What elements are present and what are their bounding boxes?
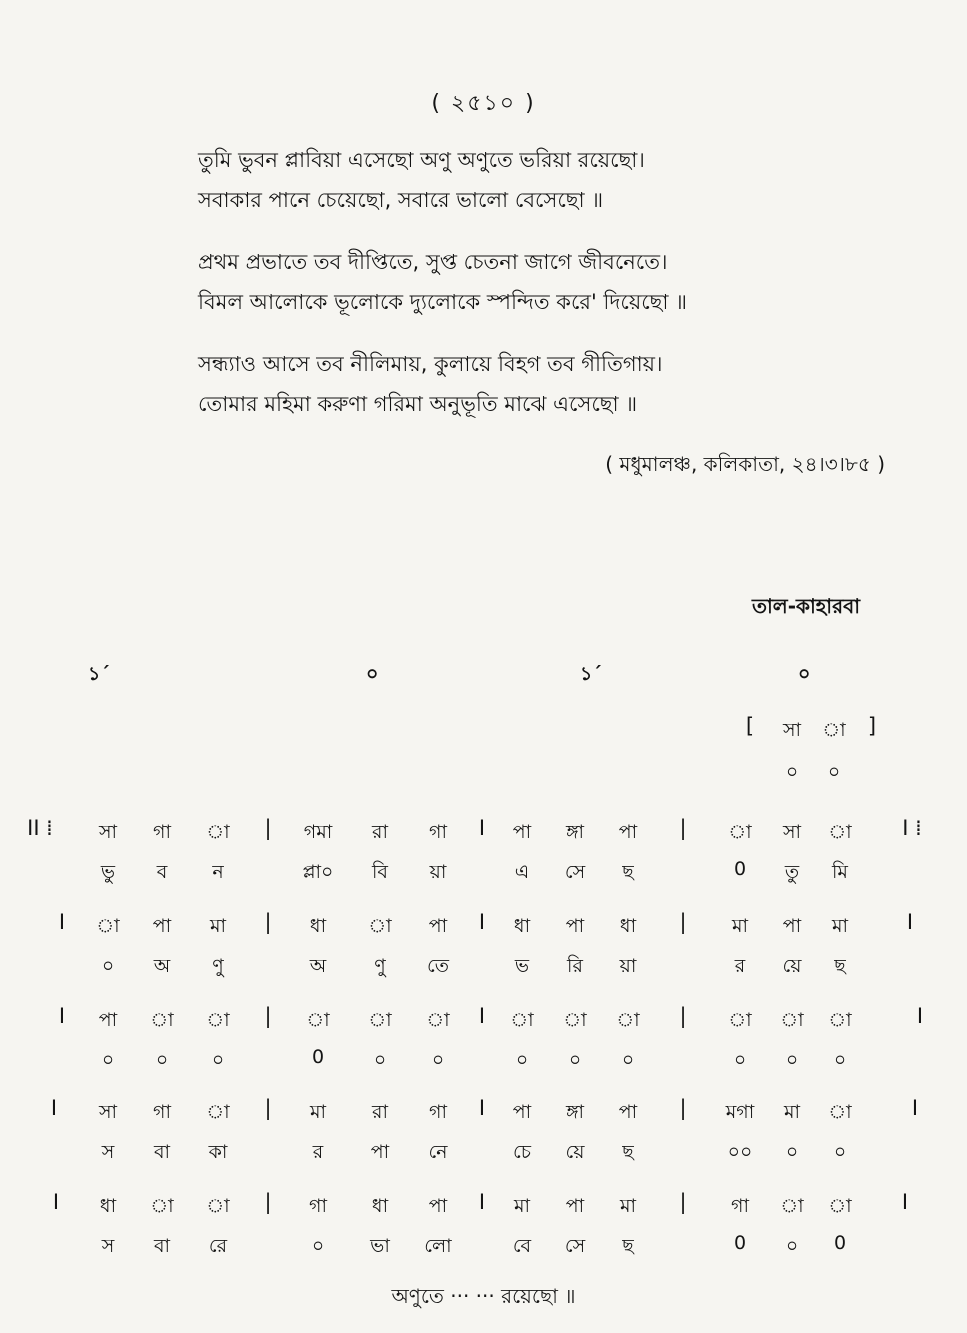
lyric-cell: ০ <box>785 1049 799 1071</box>
bar-line: | <box>264 1004 272 1028</box>
lyric-cell: সে <box>564 861 586 883</box>
bar-line: | <box>679 816 687 840</box>
lyric-cell: ০ <box>785 1141 799 1163</box>
note-cell: া <box>96 915 120 937</box>
lyric-cell: রে <box>208 1235 228 1257</box>
note-cell: া <box>780 1195 804 1217</box>
lyric-cell: র <box>734 955 746 977</box>
bar-line: | <box>679 1096 687 1120</box>
note-cell: ধা <box>309 915 327 937</box>
bar-line: I <box>478 1190 486 1214</box>
note-cell: া <box>206 821 230 843</box>
note-cell: া <box>828 1101 852 1123</box>
intro-note: া <box>822 719 846 741</box>
bar-line: | <box>679 910 687 934</box>
end-bar: I <box>906 910 914 934</box>
lyric-cell: বে <box>512 1235 532 1257</box>
note-cell: মা <box>783 1101 801 1123</box>
note-cell: া <box>728 1009 752 1031</box>
note-cell: ধা <box>99 1195 117 1217</box>
bar-line: | <box>264 910 272 934</box>
lyric-cell: ০ <box>431 1049 445 1071</box>
bar-line: I <box>478 1004 486 1028</box>
lyric-cell: কা <box>208 1141 228 1163</box>
bar-line: I <box>478 910 486 934</box>
bar-line: I <box>478 816 486 840</box>
lyric-cell: ব <box>156 861 168 883</box>
lyrics-block <box>198 140 898 424</box>
bar-line: | <box>679 1190 687 1214</box>
note-cell: ঙ্গা <box>565 821 585 843</box>
intro-bracket-open: [ <box>745 714 755 738</box>
beat-mark: ০ <box>798 663 811 685</box>
bar-line: I <box>478 1096 486 1120</box>
lyric-cell: অ <box>309 955 327 977</box>
intro-lyric: ০ <box>827 761 841 783</box>
lyric-cell: বি <box>371 861 389 883</box>
note-cell: মা <box>309 1101 327 1123</box>
lyric-cell: য়া <box>619 955 637 977</box>
note-cell: া <box>368 1009 392 1031</box>
lyric-line: সবাকার পানে চেয়েছো, সবারে ভালো বেসেছো ॥ <box>198 188 604 212</box>
note-cell: া <box>306 1009 330 1031</box>
lyric-line: প্রথম প্রভাতে তব দীপ্তিতে, সুপ্ত চেতনা জাগে জীবনেতে। <box>198 250 668 274</box>
note-cell: রা <box>372 1101 388 1123</box>
lyric-cell: রি <box>567 955 583 977</box>
note-cell: ধা <box>371 1195 389 1217</box>
note-cell: পা <box>512 1101 532 1123</box>
note-cell: মা <box>831 915 849 937</box>
intro-note: সা <box>782 719 802 741</box>
start-bar: I <box>58 910 66 934</box>
lyric-cell: মি <box>832 861 848 883</box>
lyric-cell: ০ <box>833 1049 847 1071</box>
footer-refrain: অণুতে ··· ··· রয়েছো ॥ <box>391 1284 576 1308</box>
beat-mark: ০ <box>366 663 379 685</box>
beat-mark: ১´ <box>88 663 110 685</box>
start-bar: II ⁞ <box>27 816 53 840</box>
note-cell: া <box>780 1009 804 1031</box>
note-cell: া <box>368 915 392 937</box>
lyric-cell: অ <box>153 955 171 977</box>
lyric-cell: ভ <box>514 955 530 977</box>
lyric-cell: ভা <box>370 1235 390 1257</box>
lyric-cell: ০ <box>515 1049 529 1071</box>
note-cell: া <box>828 1009 852 1031</box>
lyric-cell: এ <box>514 861 530 883</box>
end-bar: I <box>901 1190 909 1214</box>
lyric-cell: ০ <box>155 1049 169 1071</box>
stanza-gap <box>198 322 898 344</box>
lyric-cell: ০ <box>311 1235 325 1257</box>
lyric-cell: 0 <box>311 1046 325 1068</box>
note-cell: গা <box>429 821 447 843</box>
note-cell: সা <box>98 1101 118 1123</box>
lyric-cell: ণু <box>374 955 386 977</box>
lyric-cell: ন <box>212 861 224 883</box>
lyric-cell: ০ <box>621 1049 635 1071</box>
note-cell: রা <box>372 821 388 843</box>
note-cell: গা <box>153 821 171 843</box>
note-cell: া <box>828 821 852 843</box>
note-cell: পা <box>512 821 532 843</box>
lyric-cell: ০ <box>373 1049 387 1071</box>
end-bar: I ⁞ <box>902 816 922 840</box>
lyric-cell: য়া <box>429 861 447 883</box>
note-cell: ঙ্গা <box>565 1101 585 1123</box>
place-date: ( মধুমালঞ্চ, কলিকাতা, ২৪।৩।৮৫ ) <box>605 452 885 476</box>
note-cell: সা <box>782 821 802 843</box>
bar-line: | <box>264 816 272 840</box>
lyric-cell: বা <box>153 1141 171 1163</box>
note-cell: পা <box>428 1195 448 1217</box>
lyric-cell: নে <box>428 1141 448 1163</box>
lyric-cell: য়ে <box>565 1141 585 1163</box>
song-number: ( ২৫১০ ) <box>431 91 536 116</box>
lyric-cell: ০০ <box>727 1141 753 1163</box>
lyric-cell: য়ে <box>782 955 802 977</box>
note-cell: া <box>206 1101 230 1123</box>
lyric-cell: ছ <box>834 955 846 977</box>
lyric-cell: স <box>101 1141 115 1163</box>
lyric-cell: স <box>101 1235 115 1257</box>
lyric-cell: 0 <box>733 858 747 880</box>
beat-mark: ১´ <box>580 663 602 685</box>
bar-line: | <box>264 1096 272 1120</box>
lyric-cell: ছ <box>622 1235 634 1257</box>
note-cell: মা <box>731 915 749 937</box>
lyric-line: তোমার মহিমা করুণা গরিমা অনুভূতি মাঝে এসেছো ॥ <box>198 392 638 416</box>
note-cell: ধা <box>619 915 637 937</box>
note-cell: সা <box>98 821 118 843</box>
intro-lyric: ০ <box>785 761 799 783</box>
note-cell: গা <box>153 1101 171 1123</box>
start-bar: I <box>52 1190 60 1214</box>
start-bar: I <box>58 1004 66 1028</box>
lyric-cell: তু <box>784 861 800 883</box>
note-cell: পা <box>782 915 802 937</box>
note-cell: া <box>206 1195 230 1217</box>
lyric-cell: সে <box>564 1235 586 1257</box>
lyric-cell: 0 <box>833 1232 847 1254</box>
note-cell: া <box>426 1009 450 1031</box>
taal-label: তাল-কাহারবা <box>752 594 861 618</box>
note-cell: পা <box>428 915 448 937</box>
lyric-cell: চে <box>513 1141 531 1163</box>
bar-line: | <box>264 1190 272 1214</box>
lyric-line: তুমি ভুবন প্লাবিয়া এসেছো অণু অণুতে ভরিয়া রয়েছো। <box>198 148 645 172</box>
stanza-gap <box>198 220 898 242</box>
note-cell: পা <box>618 821 638 843</box>
bar-line: | <box>679 1004 687 1028</box>
note-cell: ধা <box>513 915 531 937</box>
note-cell: পা <box>618 1101 638 1123</box>
lyric-cell: 0 <box>733 1232 747 1254</box>
lyric-cell: ণু <box>212 955 224 977</box>
note-cell: গা <box>731 1195 749 1217</box>
lyric-cell: ছ <box>622 861 634 883</box>
lyric-cell: প্লা০ <box>302 861 334 883</box>
note-cell: পা <box>152 915 172 937</box>
lyric-cell: তে <box>427 955 449 977</box>
note-cell: া <box>616 1009 640 1031</box>
intro-bracket-close: ] <box>867 714 877 738</box>
note-cell: মা <box>619 1195 637 1217</box>
note-cell: পা <box>565 915 585 937</box>
note-cell: মগা <box>725 1101 755 1123</box>
lyric-cell: ০ <box>101 1049 115 1071</box>
lyric-cell: ০ <box>568 1049 582 1071</box>
lyric-cell: ছ <box>622 1141 634 1163</box>
lyric-cell: পা <box>370 1141 390 1163</box>
note-cell: া <box>150 1195 174 1217</box>
end-bar: I <box>916 1004 924 1028</box>
note-cell: গা <box>309 1195 327 1217</box>
note-cell: গমা <box>303 821 333 843</box>
lyric-cell: লো <box>424 1235 452 1257</box>
lyric-cell: ০ <box>785 1235 799 1257</box>
note-cell: মা <box>209 915 227 937</box>
start-bar: I <box>50 1096 58 1120</box>
end-bar: I <box>911 1096 919 1120</box>
note-cell: া <box>728 821 752 843</box>
lyric-cell: ০ <box>211 1049 225 1071</box>
lyric-cell: ০ <box>101 955 115 977</box>
note-cell: া <box>828 1195 852 1217</box>
lyric-cell: র <box>312 1141 324 1163</box>
note-cell: া <box>510 1009 534 1031</box>
lyric-cell: ০ <box>833 1141 847 1163</box>
lyric-cell: ভু <box>100 861 116 883</box>
note-cell: া <box>563 1009 587 1031</box>
note-cell: গা <box>429 1101 447 1123</box>
lyric-cell: ০ <box>733 1049 747 1071</box>
note-cell: পা <box>98 1009 118 1031</box>
lyric-line: সন্ধ্যাও আসে তব নীলিমায়, কুলায়ে বিহগ তব গীতিগায়। <box>198 352 663 376</box>
note-cell: পা <box>565 1195 585 1217</box>
note-cell: মা <box>513 1195 531 1217</box>
note-cell: া <box>206 1009 230 1031</box>
note-cell: া <box>150 1009 174 1031</box>
lyric-line: বিমল আলোকে ভূলোকে দ্যুলোকে স্পন্দিত করে' দিয়েছো ॥ <box>198 290 688 314</box>
lyric-cell: বা <box>153 1235 171 1257</box>
